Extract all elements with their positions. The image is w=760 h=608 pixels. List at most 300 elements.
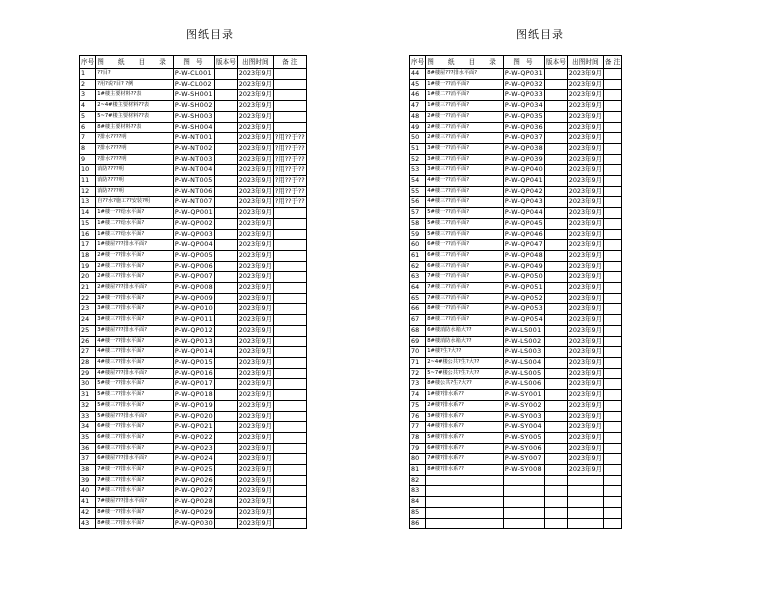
cell-date: 2023年9月 bbox=[567, 208, 603, 219]
cell-name: 2#楼三??消平面? bbox=[426, 133, 504, 144]
cell-code: P-W-LS002 bbox=[503, 336, 544, 347]
cell-date: 2023年9月 bbox=[237, 432, 273, 443]
cell-note bbox=[603, 304, 621, 315]
cell-note bbox=[273, 454, 306, 465]
cell-no: 4 bbox=[80, 101, 96, 112]
cell-note bbox=[273, 293, 306, 304]
cell-version bbox=[545, 325, 568, 336]
cell-name: ?排水????明 bbox=[96, 143, 174, 154]
table-row bbox=[80, 143, 307, 154]
cell-version bbox=[545, 422, 568, 433]
table-row bbox=[80, 507, 307, 518]
cell-date: 2023年9月 bbox=[237, 454, 273, 465]
header-date: 出图时间 bbox=[567, 56, 603, 69]
cell-name: 3#楼屋???排水平面? bbox=[96, 325, 174, 336]
table-row bbox=[410, 69, 622, 80]
cell-code: P-W-QP034 bbox=[503, 101, 544, 112]
cell-code: P-W-CL002 bbox=[173, 79, 214, 90]
table-row bbox=[410, 304, 622, 315]
table-row bbox=[410, 208, 622, 219]
cell-note: ?用??于?? bbox=[273, 197, 306, 208]
table-row bbox=[410, 357, 622, 368]
cell-code: P-W-SY008 bbox=[503, 465, 544, 476]
cell-no: 70 bbox=[410, 347, 426, 358]
cell-date bbox=[567, 475, 603, 486]
cell-note bbox=[603, 197, 621, 208]
cell-note bbox=[273, 101, 306, 112]
cell-note: ?用??于?? bbox=[273, 186, 306, 197]
cell-version bbox=[545, 79, 568, 90]
cell-code: P-W-QP007 bbox=[173, 272, 214, 283]
table-row bbox=[410, 422, 622, 433]
header-note: 备 注 bbox=[273, 56, 306, 69]
cell-note bbox=[603, 186, 621, 197]
cell-version bbox=[215, 486, 238, 497]
cell-code: P-W-QP052 bbox=[503, 293, 544, 304]
cell-note bbox=[273, 443, 306, 454]
cell-date: 2023年9月 bbox=[567, 454, 603, 465]
cell-no: 27 bbox=[80, 347, 96, 358]
cell-name: 4#楼屋???排水平面? bbox=[96, 368, 174, 379]
cell-code: P-W-QP050 bbox=[503, 272, 544, 283]
cell-version bbox=[545, 357, 568, 368]
table-row bbox=[410, 154, 622, 165]
cell-name: 4#楼一??排水平面? bbox=[96, 336, 174, 347]
cell-name: 6#楼?排水系?? bbox=[426, 443, 504, 454]
cell-no: 48 bbox=[410, 111, 426, 122]
cell-version bbox=[215, 122, 238, 133]
cell-note bbox=[603, 79, 621, 90]
cell-note bbox=[273, 475, 306, 486]
cell-code: P-W-QP030 bbox=[173, 518, 214, 529]
cell-no: 52 bbox=[410, 154, 426, 165]
cell-no: 42 bbox=[80, 507, 96, 518]
cell-version bbox=[545, 272, 568, 283]
cell-date: 2023年9月 bbox=[237, 390, 273, 401]
table-row bbox=[410, 368, 622, 379]
cell-name: 8#楼二??消平面? bbox=[426, 315, 504, 326]
cell-no: 61 bbox=[410, 250, 426, 261]
cell-note: ?用??于?? bbox=[273, 154, 306, 165]
cell-no: 54 bbox=[410, 176, 426, 187]
cell-no: 49 bbox=[410, 122, 426, 133]
cell-version bbox=[545, 443, 568, 454]
cell-note bbox=[603, 208, 621, 219]
cell-date: 2023年9月 bbox=[237, 304, 273, 315]
cell-name: 5#楼二??消平面? bbox=[426, 218, 504, 229]
cell-version bbox=[215, 250, 238, 261]
cell-date: 2023年9月 bbox=[237, 507, 273, 518]
cell-name: 2#楼三??排水平面? bbox=[96, 272, 174, 283]
cell-date: 2023年9月 bbox=[567, 165, 603, 176]
table-row bbox=[80, 357, 307, 368]
cell-name: 3#楼一??排水平面? bbox=[96, 293, 174, 304]
cell-code: P-W-QP024 bbox=[173, 454, 214, 465]
cell-code: P-W-QP010 bbox=[173, 304, 214, 315]
header-name: 图 纸 目 录 bbox=[426, 56, 504, 69]
cell-note bbox=[603, 143, 621, 154]
cell-no: 66 bbox=[410, 304, 426, 315]
cell-date bbox=[567, 486, 603, 497]
cell-version bbox=[215, 218, 238, 229]
cell-code: P-W-QP025 bbox=[173, 465, 214, 476]
cell-no: 71 bbox=[410, 357, 426, 368]
table-row bbox=[80, 465, 307, 476]
cell-date: 2023年9月 bbox=[237, 101, 273, 112]
cell-note bbox=[603, 390, 621, 401]
cell-version bbox=[215, 143, 238, 154]
cell-version bbox=[215, 79, 238, 90]
cell-note bbox=[273, 229, 306, 240]
cell-version bbox=[545, 475, 568, 486]
cell-no: 41 bbox=[80, 497, 96, 508]
cell-name: 7#楼一??消平面? bbox=[426, 272, 504, 283]
cell-version bbox=[545, 218, 568, 229]
cell-no: 22 bbox=[80, 293, 96, 304]
cell-no: 35 bbox=[80, 432, 96, 443]
cell-note bbox=[603, 154, 621, 165]
cell-version bbox=[215, 411, 238, 422]
cell-name: 7#楼?排水系?? bbox=[426, 454, 504, 465]
cell-code: P-W-QP027 bbox=[173, 486, 214, 497]
cell-name: 3#楼二??消平面? bbox=[426, 154, 504, 165]
cell-version bbox=[215, 165, 238, 176]
cell-note bbox=[603, 283, 621, 294]
cell-code: P-W-QP003 bbox=[173, 229, 214, 240]
cell-code: P-W-SH002 bbox=[173, 101, 214, 112]
cell-code: P-W-QP048 bbox=[503, 250, 544, 261]
header-code: 图 号 bbox=[173, 56, 214, 69]
table-row bbox=[410, 272, 622, 283]
table-row bbox=[80, 272, 307, 283]
cell-version bbox=[215, 111, 238, 122]
cell-version bbox=[215, 454, 238, 465]
cell-date: 2023年9月 bbox=[567, 368, 603, 379]
cell-version bbox=[215, 197, 238, 208]
cell-version bbox=[545, 390, 568, 401]
table-row bbox=[80, 186, 307, 197]
cell-no: 15 bbox=[80, 218, 96, 229]
cell-no: 76 bbox=[410, 411, 426, 422]
table-row bbox=[80, 454, 307, 465]
cell-code: P-W-LS004 bbox=[503, 357, 544, 368]
cell-version bbox=[545, 197, 568, 208]
cell-no: 38 bbox=[80, 465, 96, 476]
cell-code: P-W-NT001 bbox=[173, 133, 214, 144]
cell-name: 3#楼一??消平面? bbox=[426, 143, 504, 154]
cell-code: P-W-SY006 bbox=[503, 443, 544, 454]
cell-date: 2023年9月 bbox=[237, 90, 273, 101]
cell-code: P-W-QP047 bbox=[503, 240, 544, 251]
table-row bbox=[410, 283, 622, 294]
cell-no: 34 bbox=[80, 422, 96, 433]
cell-no: 25 bbox=[80, 325, 96, 336]
cell-note bbox=[603, 465, 621, 476]
cell-version bbox=[215, 272, 238, 283]
cell-name: 1#楼?生?大?? bbox=[426, 347, 504, 358]
table-row bbox=[80, 443, 307, 454]
cell-name: ?排水????明 bbox=[96, 133, 174, 144]
cell-name: 4#楼?排水系?? bbox=[426, 422, 504, 433]
cell-no: 28 bbox=[80, 357, 96, 368]
cell-code: P-W-QP029 bbox=[173, 507, 214, 518]
cell-code: P-W-QP042 bbox=[503, 186, 544, 197]
cell-no: 26 bbox=[80, 336, 96, 347]
cell-code: P-W-QP006 bbox=[173, 261, 214, 272]
cell-version bbox=[545, 250, 568, 261]
cell-name bbox=[426, 507, 504, 518]
cell-note bbox=[603, 90, 621, 101]
cell-version bbox=[545, 208, 568, 219]
cell-no: 13 bbox=[80, 197, 96, 208]
cell-version bbox=[545, 240, 568, 251]
cell-date: 2023年9月 bbox=[567, 186, 603, 197]
cell-version bbox=[545, 143, 568, 154]
cell-no: 64 bbox=[410, 283, 426, 294]
cell-no: 56 bbox=[410, 197, 426, 208]
table-row bbox=[80, 368, 307, 379]
cell-name: 7#楼三??消平面? bbox=[426, 293, 504, 304]
table-row bbox=[80, 486, 307, 497]
cell-date: 2023年9月 bbox=[567, 250, 603, 261]
cell-name: 1#楼一??给水平面? bbox=[96, 208, 174, 219]
cell-name: 1#楼二??消平面? bbox=[426, 90, 504, 101]
cell-date: 2023年9月 bbox=[567, 465, 603, 476]
cell-code: P-W-SY005 bbox=[503, 432, 544, 443]
cell-version bbox=[545, 379, 568, 390]
cell-note bbox=[603, 272, 621, 283]
table-row bbox=[80, 475, 307, 486]
cell-code: P-W-QP019 bbox=[173, 400, 214, 411]
cell-version bbox=[215, 390, 238, 401]
cell-no: 14 bbox=[80, 208, 96, 219]
cell-no: 17 bbox=[80, 240, 96, 251]
cell-version bbox=[545, 432, 568, 443]
cell-code: P-W-QP005 bbox=[173, 250, 214, 261]
cell-code: P-W-NT004 bbox=[173, 165, 214, 176]
table-row bbox=[80, 293, 307, 304]
cell-note bbox=[603, 411, 621, 422]
cell-note bbox=[273, 325, 306, 336]
cell-version bbox=[545, 154, 568, 165]
cell-version bbox=[215, 325, 238, 336]
cell-name: 8#楼公共?生?大?? bbox=[426, 379, 504, 390]
cell-code: P-W-SY007 bbox=[503, 454, 544, 465]
cell-code: P-W-QP017 bbox=[173, 379, 214, 390]
cell-code: P-W-NT005 bbox=[173, 176, 214, 187]
cell-no: 40 bbox=[80, 486, 96, 497]
cell-name: 2~4#楼主要材料??表 bbox=[96, 101, 174, 112]
table-row bbox=[80, 432, 307, 443]
table-row bbox=[80, 497, 307, 508]
cell-date: 2023年9月 bbox=[567, 69, 603, 80]
cell-name: 2#楼一??消平面? bbox=[426, 111, 504, 122]
cell-note bbox=[603, 122, 621, 133]
cell-code: P-W-QP043 bbox=[503, 197, 544, 208]
cell-name: 6#楼消防水箱大?? bbox=[426, 325, 504, 336]
table-row bbox=[80, 218, 307, 229]
table-row bbox=[80, 390, 307, 401]
table-header-row bbox=[80, 56, 307, 69]
cell-name: 4#楼二??消平面? bbox=[426, 186, 504, 197]
cell-no: 83 bbox=[410, 486, 426, 497]
table-row bbox=[80, 69, 307, 80]
cell-date: 2023年9月 bbox=[237, 208, 273, 219]
cell-code: P-W-SY003 bbox=[503, 411, 544, 422]
cell-date: 2023年9月 bbox=[237, 272, 273, 283]
table-row bbox=[80, 315, 307, 326]
cell-no: 20 bbox=[80, 272, 96, 283]
cell-date: 2023年9月 bbox=[567, 315, 603, 326]
cell-note bbox=[273, 122, 306, 133]
cell-no: 21 bbox=[80, 283, 96, 294]
cell-date: 2023年9月 bbox=[237, 518, 273, 529]
cell-date: 2023年9月 bbox=[237, 347, 273, 358]
table-row bbox=[80, 347, 307, 358]
header-version: 版本号 bbox=[545, 56, 568, 69]
cell-no: 32 bbox=[80, 400, 96, 411]
cell-name: 8#楼主要材料??表 bbox=[96, 122, 174, 133]
cell-code: P-W-NT006 bbox=[173, 186, 214, 197]
cell-name: 3#楼二??排水平面? bbox=[96, 304, 174, 315]
cell-date: 2023年9月 bbox=[567, 390, 603, 401]
table-row bbox=[80, 165, 307, 176]
cell-code: P-W-QP046 bbox=[503, 229, 544, 240]
cell-date bbox=[567, 518, 603, 529]
cell-name: 消防????明 bbox=[96, 176, 174, 187]
table-row bbox=[80, 250, 307, 261]
cell-date: 2023年9月 bbox=[567, 261, 603, 272]
cell-version bbox=[215, 293, 238, 304]
cell-date: 2023年9月 bbox=[567, 400, 603, 411]
cell-version bbox=[215, 229, 238, 240]
cell-note bbox=[603, 315, 621, 326]
cell-code: P-W-SH003 bbox=[173, 111, 214, 122]
table-row bbox=[80, 261, 307, 272]
cell-date: 2023年9月 bbox=[567, 101, 603, 112]
table-row bbox=[80, 122, 307, 133]
table-row bbox=[410, 111, 622, 122]
cell-no: 75 bbox=[410, 400, 426, 411]
cell-no: 1 bbox=[80, 69, 96, 80]
cell-note bbox=[273, 507, 306, 518]
cell-date: 2023年9月 bbox=[567, 218, 603, 229]
cell-code: P-W-QP041 bbox=[503, 176, 544, 187]
cell-name: 5#楼三??消平面? bbox=[426, 229, 504, 240]
table-row bbox=[410, 432, 622, 443]
cell-date: 2023年9月 bbox=[567, 422, 603, 433]
cell-version bbox=[545, 122, 568, 133]
cell-note bbox=[603, 486, 621, 497]
cell-code: P-W-QP031 bbox=[503, 69, 544, 80]
cell-date: 2023年9月 bbox=[567, 143, 603, 154]
drawing-table-right bbox=[409, 55, 622, 529]
cell-date: 2023年9月 bbox=[567, 240, 603, 251]
cell-name: 5#楼二??排水平面? bbox=[96, 390, 174, 401]
cell-no: 59 bbox=[410, 229, 426, 240]
table-body-left bbox=[80, 69, 307, 529]
cell-date: 2023年9月 bbox=[237, 475, 273, 486]
cell-no: 36 bbox=[80, 443, 96, 454]
cell-note bbox=[273, 283, 306, 294]
cell-code: P-W-QP015 bbox=[173, 357, 214, 368]
cell-note bbox=[603, 368, 621, 379]
cell-code: P-W-QP012 bbox=[173, 325, 214, 336]
cell-version bbox=[215, 304, 238, 315]
cell-date: 2023年9月 bbox=[567, 154, 603, 165]
cell-date: 2023年9月 bbox=[237, 336, 273, 347]
table-row bbox=[410, 90, 622, 101]
cell-version bbox=[545, 111, 568, 122]
cell-date: 2023年9月 bbox=[237, 497, 273, 508]
table-row bbox=[410, 165, 622, 176]
cell-version bbox=[215, 90, 238, 101]
table-row bbox=[80, 518, 307, 529]
cell-version bbox=[215, 208, 238, 219]
cell-no: 79 bbox=[410, 443, 426, 454]
cell-no: 30 bbox=[80, 379, 96, 390]
cell-no: 51 bbox=[410, 143, 426, 154]
cell-code: P-W-NT007 bbox=[173, 197, 214, 208]
cell-no: 10 bbox=[80, 165, 96, 176]
cell-name: 6#楼一??消平面? bbox=[426, 240, 504, 251]
cell-version bbox=[545, 293, 568, 304]
cell-date: 2023年9月 bbox=[567, 293, 603, 304]
table-row bbox=[410, 79, 622, 90]
cell-name: 7#楼一??排水平面? bbox=[96, 465, 174, 476]
cell-date: 2023年9月 bbox=[237, 325, 273, 336]
cell-no: 12 bbox=[80, 186, 96, 197]
cell-code: P-W-LS001 bbox=[503, 325, 544, 336]
cell-note bbox=[273, 486, 306, 497]
cell-note bbox=[603, 261, 621, 272]
cell-no: 53 bbox=[410, 165, 426, 176]
cell-no: 44 bbox=[410, 69, 426, 80]
cell-code: P-W-QP008 bbox=[173, 283, 214, 294]
header-note: 备 注 bbox=[603, 56, 621, 69]
cell-name: 消防????明 bbox=[96, 186, 174, 197]
cell-code: P-W-QP036 bbox=[503, 122, 544, 133]
table-row bbox=[410, 454, 622, 465]
table-header-row bbox=[410, 56, 622, 69]
cell-no: 74 bbox=[410, 390, 426, 401]
cell-version bbox=[545, 283, 568, 294]
cell-date: 2023年9月 bbox=[567, 272, 603, 283]
cell-date: 2023年9月 bbox=[237, 133, 273, 144]
cell-version bbox=[215, 69, 238, 80]
cell-code: P-W-QP014 bbox=[173, 347, 214, 358]
cell-no: 69 bbox=[410, 336, 426, 347]
cell-version bbox=[215, 176, 238, 187]
cell-code: P-W-QP028 bbox=[173, 497, 214, 508]
cell-no: 50 bbox=[410, 133, 426, 144]
cell-version bbox=[545, 347, 568, 358]
cell-code: P-W-QP004 bbox=[173, 240, 214, 251]
cell-name: 3#楼三??排水平面? bbox=[96, 315, 174, 326]
cell-name: 8#楼一??消平面? bbox=[426, 304, 504, 315]
table-row bbox=[80, 101, 307, 112]
cell-note bbox=[273, 90, 306, 101]
cell-code: P-W-QP037 bbox=[503, 133, 544, 144]
cell-name: 6#楼屋???排水平面? bbox=[96, 454, 174, 465]
cell-name: 6#楼一??排水平面? bbox=[96, 422, 174, 433]
cell-note bbox=[603, 518, 621, 529]
cell-date bbox=[567, 497, 603, 508]
cell-code: P-W-SH004 bbox=[173, 122, 214, 133]
table-row bbox=[80, 325, 307, 336]
cell-version bbox=[215, 497, 238, 508]
cell-code: P-W-LS005 bbox=[503, 368, 544, 379]
